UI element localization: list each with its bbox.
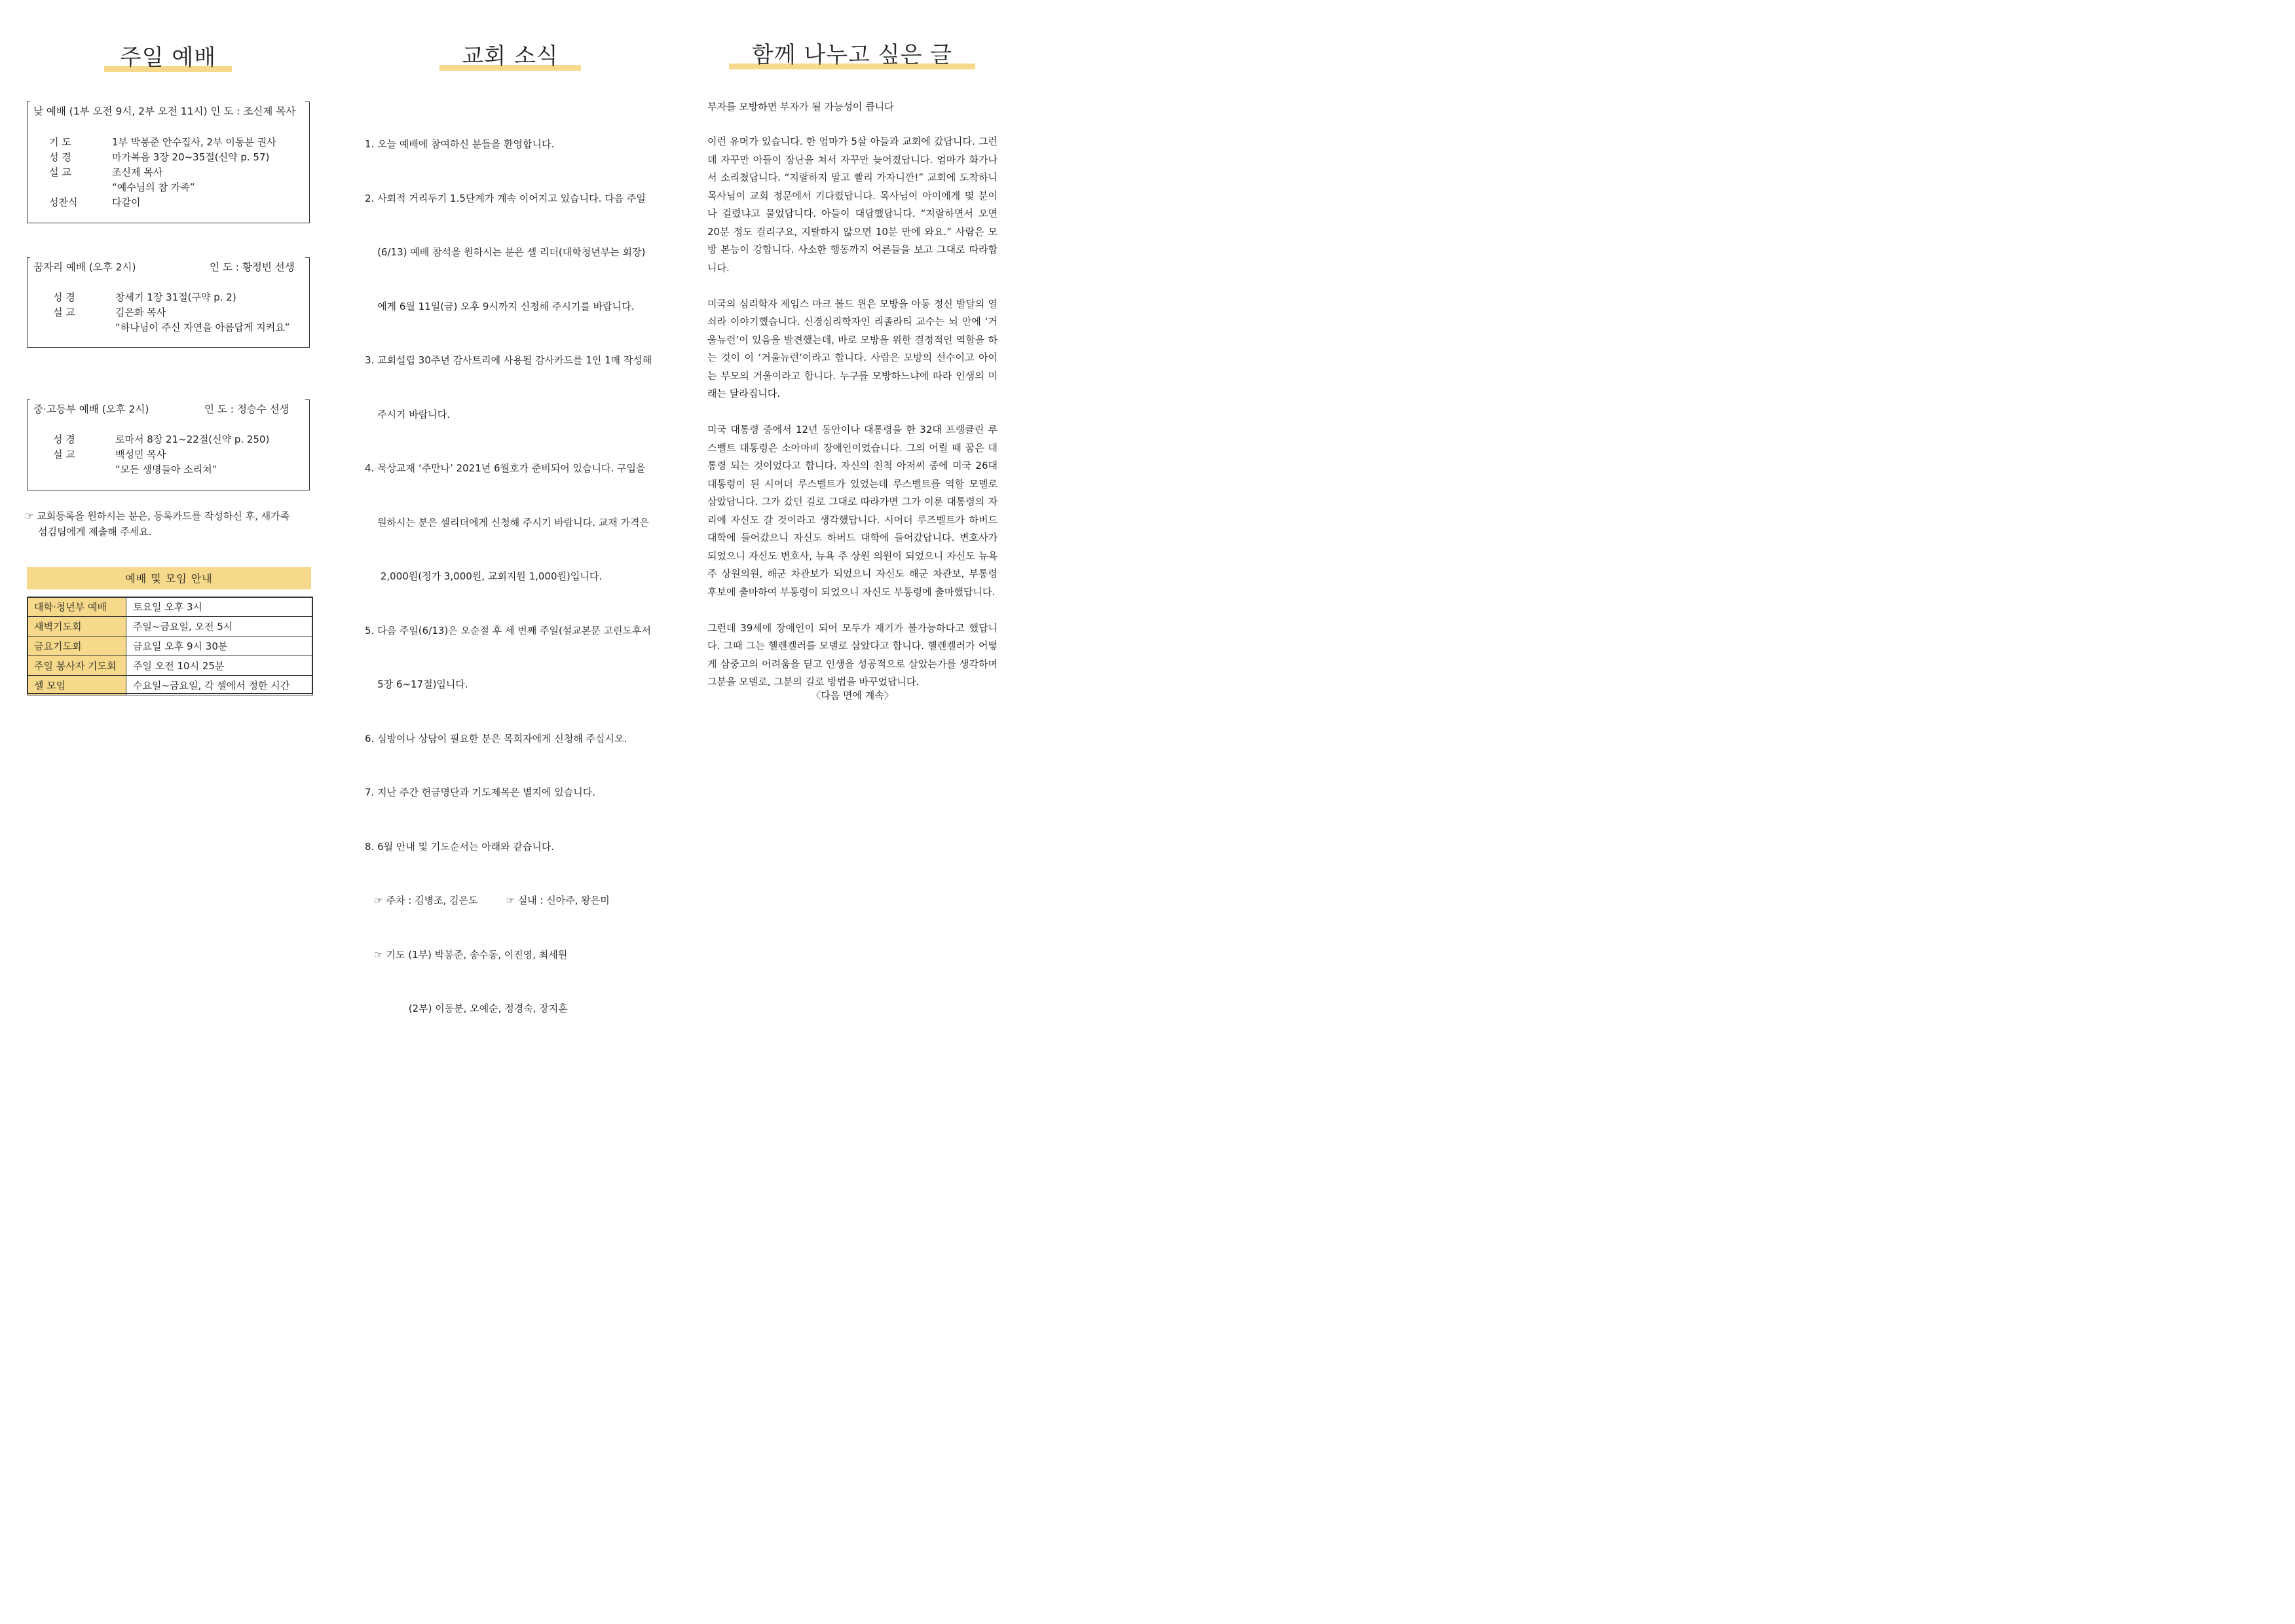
news-line: 1. 오늘 예배에 참여하신 분들을 환영합니다. — [365, 138, 555, 150]
sermon-title: “예수님의 참 가족” — [112, 181, 195, 193]
schedule-time: 주일~금요일, 오전 5시 — [126, 617, 313, 637]
section-title-sunday-worship: 주일 예배 — [119, 45, 217, 71]
registration-notice: ☞ 교회등록을 원하시는 분은, 등록카드를 작성하신 후, 새가족 — [25, 510, 290, 522]
news-line: 주시기 바랍니다. — [365, 408, 451, 420]
news-line: (2부) 이동분, 오예순, 정경숙, 장지훈 — [365, 1003, 568, 1014]
news-line: 2,000원(정가 3,000원, 교회지원 1,000원)입니다. — [365, 570, 603, 582]
news-line: (6/13) 예배 참석을 원하시는 분은 셀 리더(대학청년부는 회장) — [365, 246, 646, 258]
row-value: 로마서 8장 21~22절(신약 p. 250) — [115, 434, 270, 445]
news-line: 7. 지난 주간 헌금명단과 기도제목은 별지에 있습니다. — [365, 786, 595, 798]
row-label: 설 교 — [53, 306, 75, 318]
schedule-border — [27, 597, 313, 694]
youth-service-name: 중·고등부 예배 (오후 2시) — [33, 403, 149, 415]
row-label: 성 경 — [53, 434, 75, 445]
schedule-time: 토요일 오후 3시 — [126, 597, 313, 617]
day-service-header: 낮 예배 (1부 오전 9시, 2부 오전 11시) 인 도 : 조신제 목사 — [33, 105, 296, 117]
schedule-time: 주일 오전 10시 25분 — [126, 656, 313, 676]
registration-notice: 섬김팀에게 제출해 주세요. — [38, 526, 152, 538]
schedule-name: 셀 모임 — [28, 676, 126, 695]
sermon-title: “모든 생명들아 소리쳐” — [115, 464, 217, 475]
row-label: 설 교 — [53, 449, 75, 460]
row-value: 조신제 목사 — [112, 166, 163, 178]
article-paragraph: 그런데 39세에 장애인이 되어 모두가 재기가 불가능하다고 했답니다. 그때 그는 헬렌켈러를 모델로 삼았다고 합니다. 헬렌켈러가 어떻게 삼중고의 어려움을 딛고 인생을 성공적으로 살았는가를 생각하며 그분을 모델로, 그분의 길로 방법을 바꾸었답니다. — [707, 621, 998, 688]
news-line: ☞ 기도 (1부) 박봉준, 송수동, 이진영, 최세원 — [365, 948, 568, 961]
news-line: 5장 6~17절)입니다. — [365, 678, 468, 690]
row-value: 마가복음 3장 20~35절(신약 p. 57) — [112, 151, 270, 163]
kids-service-leader: 인 도 : 황정빈 선생 — [210, 261, 295, 273]
schedule-name: 주일 봉사자 기도회 — [28, 656, 126, 676]
article-subtitle: 부자를 모방하면 부자가 될 가능성이 큽니다 — [707, 101, 894, 113]
article-paragraph: 미국의 심리학자 제임스 마크 볼드 윈은 모방을 아동 정신 발달의 열쇠라 이야기했습니다. 신경심리학자인 리졸라티 교수는 뇌 안에 ‘거울뉴런’이 있음을 발견했는데, 바로 모방을 위한 결정적인 역할을 하는 것이 이 ‘거울뉴런’이라고 합니다. 사람은 모방의 선수이고 아이는 부모의 거울이라고 합니다. 누구를 모방하느냐에 따라 인생의 미래는 달라집니다. — [707, 297, 998, 399]
section-title-shared-writing: 함께 나누고 싶은 글 — [751, 42, 953, 68]
schedule-name: 금요기도회 — [28, 637, 126, 656]
kids-service-name: 꿈자리 예배 (오후 2시) — [33, 261, 136, 273]
schedule-name: 대학·청년부 예배 — [28, 597, 126, 617]
row-label: 성찬식 — [49, 196, 78, 208]
schedule-name: 새벽기도회 — [28, 617, 126, 637]
youth-service-leader: 인 도 : 정승수 선생 — [204, 403, 289, 415]
continued-note: 〈다음 면에 계속〉 — [811, 690, 894, 701]
news-line: 5. 다음 주일(6/13)은 오순절 후 세 번째 주일(설교본문 고린도후서 — [365, 624, 651, 637]
news-list — [365, 100, 652, 1036]
section-title-church-news: 교회 소식 — [462, 43, 559, 69]
row-label: 성 경 — [49, 151, 71, 163]
row-value: 김은화 목사 — [115, 306, 166, 318]
row-value: 백성민 목사 — [115, 449, 166, 460]
row-value: 1부 박봉준 안수집사, 2부 이동분 권사 — [112, 136, 276, 148]
row-label: 기 도 — [49, 136, 71, 148]
row-value: 다같이 — [112, 196, 141, 208]
schedule-title: 예배 및 모임 안내 — [125, 572, 213, 585]
sermon-title: “하나님이 주신 자연을 아름답게 지켜요” — [115, 322, 290, 333]
schedule-time: 수요일~금요일, 각 셀에서 정한 시간 — [126, 676, 313, 695]
schedule-time: 금요일 오후 9시 30분 — [126, 637, 313, 656]
news-line: ☞ 주차 : 김병조, 김은도 ☞ 실내 : 신아주, 왕은미 — [365, 895, 610, 906]
row-value: 창세기 1장 31절(구약 p. 2) — [115, 291, 236, 303]
row-label: 설 교 — [49, 166, 71, 178]
article-body — [707, 133, 998, 692]
news-line: 8. 6월 안내 및 기도순서는 아래와 같습니다. — [365, 840, 555, 853]
news-line: 6. 심방이나 상담이 필요한 분은 목회자에게 신청해 주십시오. — [365, 732, 627, 745]
article-paragraph: 이런 유머가 있습니다. 한 엄마가 5살 아들과 교회에 갔답니다. 그런데 자꾸만 아들이 장난을 쳐서 자꾸만 늦어졌답니다. 엄마가 화가나서 소리쳤답니다. “지랄하지 말고 빨리 가자니깐!” 교회에 도착하니 목사님이 교회 정문에서 기다렸답니다. 목사님이 아이에게 몇 분이나 걸렸냐고 물었답니다. 아들이 대답했답니다. “지랄하면서 오면 20분 정도 걸리구요, 지랄하지 않으면 10분 만에 와요.” 사람은 모방 본능이 강합니다. 사소한 행동까지 어른들을 보고 그대로 따라합니다. — [707, 136, 998, 274]
news-line: 4. 묵상교재 ‘주만나’ 2021년 6월호가 준비되어 있습니다. 구입을 — [365, 462, 646, 474]
news-line: 원하시는 분은 셀리더에게 신청해 주시기 바랍니다. 교재 가격은 — [365, 516, 649, 528]
news-line: 3. 교회설립 30주년 감사트리에 사용될 감사카드를 1인 1매 작성해 — [365, 354, 652, 366]
news-line: 에게 6월 11일(금) 오후 9시까지 신청해 주시기를 바랍니다. — [365, 300, 635, 312]
row-label: 성 경 — [53, 291, 75, 303]
news-line: 2. 사회적 거리두기 1.5단계가 계속 이어지고 있습니다. 다음 주일 — [365, 192, 646, 204]
article-paragraph: 미국 대통령 중에서 12년 동안이나 대통령을 한 32대 프랭클린 루스벨트 대통령은 소아마비 장애인이었습니다. 그의 어릴 때 꿈은 대통령 되는 것이었다고 합니다. 자신의 친척 아저씨 중에 미국 26대 대통령이 된 시어더 루스벨트가 있었는데 루스벨트를 역할 모델로 삼았답니다. 그가 갔던 길로 그대로 따라가면 그가 이룬 대통령의 자리에 자신도 갈 것이라고 생각했답니다. 시어더 루즈벨트가 하버드대학에 들어갔으니 자신도 하버드 대학에 들어갔답니다. 변호사가 되었으니 자신도 변호사, 뉴욕 주 상원 의원이 되었으니 자신도 뉴욕 주 상원의원, 해군 차관보가 되었으니 자신도 해군 차관보, 부통령 후보에 출마하여 부통령이 되었으니 자신도 부통령에 출마했답니다. — [707, 424, 998, 598]
